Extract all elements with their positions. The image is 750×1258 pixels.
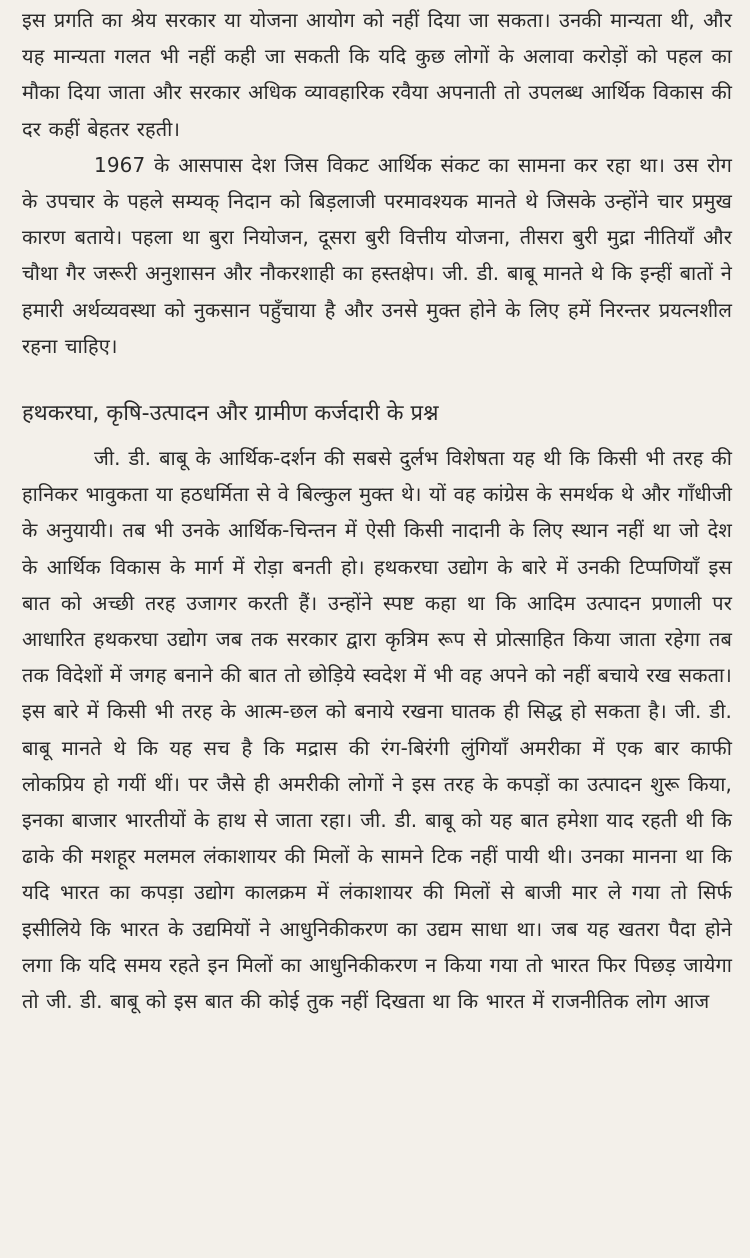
paragraph-1: इस प्रगति का श्रेय सरकार या योजना आयोग को नहीं दिया जा सकता। उनकी मान्यता थी, और यह मान्यता गलत भी नहीं कही जा सकती कि यदि कुछ लोगों के अलावा करोड़ों को पहल का मौका दिया जाता और सरकार अधिक व्यावहारिक रवैया अपनाती तो उपलब्ध आर्थिक विकास की दर कहीं बेहतर रहती। bbox=[22, 8, 732, 141]
paragraph-3: जी. डी. बाबू के आर्थिक-दर्शन की सबसे दुर्लभ विशेषता यह थी कि किसी भी तरह की हानिकर भावुकता या हठधर्मिता से वे बिल्कुल मुक्त थे। यों वह कांग्रेस के समर्थक थे और गाँधीजी के अनुयायी। तब भी उनके आर्थिक-चिन्तन में ऐसी किसी नादानी के लिए स्थान नहीं था जो देश के आर्थिक विकास के मार्ग में रोड़ा बनती हो। हथकरघा उद्योग के बारे में उनकी टिप्पणियाँ इस बात को अच्छी तरह उजागर करती हैं। उन्होंने स्पष्ट कहा था कि आदिम उत्पादन प्रणाली पर आधारित हथकरघा उद्योग जब तक सरकार द्वारा कृत्रिम रूप से प्रोत्साहित किया जाता रहेगा तब तक विदेशों में जगह बनाने की बात तो छोड़िये स्वदेश में भी वह अपने को नहीं बचाये रख सकता। इस बारे में किसी भी तरह के आत्म-छल को बनाये रखना घातक ही सिद्ध हो सकता है। जी. डी. बाबू मानते थे कि यह सच है कि मद्रास की रंग-बिरंगी लुंगियाँ अमरीका में एक बार काफी लोकप्रिय हो गयीं थीं। पर जैसे ही अमरीकी लोगों ने इस तरह के कपड़ों का उत्पादन शुरू किया, इनका बाजार भारतीयों के हाथ से जाता रहा। जी. डी. बाबू को यह बात हमेशा याद रहती थी कि ढाके की मशहूर मलमल लंकाशायर की मिलों के सामने टिक नहीं पायी थी। उनका मानना था कि यदि भारत का कपड़ा उद्योग कालक्रम में लंकाशायर की मिलों से बाजी मार ले गया तो सिर्फ इसीलिये कि भारत के उद्यमियों ने आधुनिकीकरण का उद्यम साधा था। जब यह खतरा पैदा होने लगा कि यदि समय रहते इन मिलों का आधुनिकीकरण न किया गया तो भारत फिर पिछड़ जायेगा तो जी. डी. बाबू को इस बात की कोई तुक नहीं दिखता था कि भारत में राजनीतिक लोग आज bbox=[22, 446, 732, 1014]
section-heading: हथकरघा, कृषि-उत्पादन और ग्रामीण कर्जदारी के प्रश्न bbox=[22, 401, 439, 427]
paragraph-2: 1967 के आसपास देश जिस विकट आर्थिक संकट का सामना कर रहा था। उस रोग के उपचार के पहले सम्यक् निदान को बिड़लाजी परमावश्यक मानते थे जिसके उन्होंने चार प्रमुख कारण बताये। पहला था बुरा नियोजन, दूसरा बुरी वित्तीय योजना, तीसरा बुरी मुद्रा नीतियाँ और चौथा गैर जरूरी अनुशासन और नौकरशाही का हस्तक्षेप। जी. डी. बाबू मानते थे कि इन्हीं बातों ने हमारी अर्थव्यवस्था को नुकसान पहुँचाया है और उनसे मुक्त होने के लिए हमें निरन्तर प्रयत्नशील रहना चाहिए। bbox=[22, 152, 732, 358]
